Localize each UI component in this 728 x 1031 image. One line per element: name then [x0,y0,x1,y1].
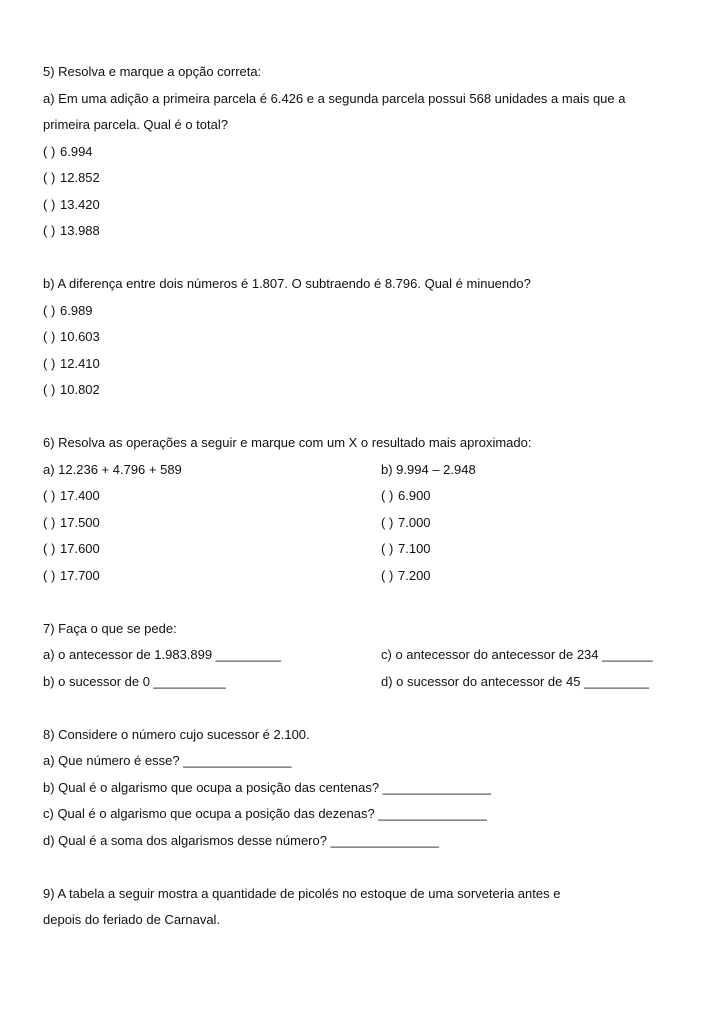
q9-text-line1: 9) A tabela a seguir mostra a quantidade de picolés no estoque de uma sorveteria antes e [43,885,561,901]
q8a-text: a) Que número é esse? _______________ [43,753,292,768]
option-value: 13.420 [60,196,100,212]
q6b-text: b) 9.994 – 2.948 [381,461,476,477]
option-value: 6.900 [398,488,431,503]
q9-text-line2: depois do feriado de Carnaval. [43,912,221,927]
q6-options-row-4 [43,563,683,590]
q6-title: 6) Resolva as operações a seguir e marque com um X o resultado mais aproximado: [43,435,532,450]
q6a-option-4[interactable] [43,563,381,590]
q5a-option-2[interactable] [43,165,683,192]
option-value: 17.500 [60,514,100,530]
option-checkbox[interactable]: ( ) [43,329,56,344]
q8d-text: d) Qual é a soma dos algarismos desse número? _______________ [43,832,440,848]
q5-title: 5) Resolva e marque a opção correta: [43,64,262,79]
q5a-option-3[interactable] [43,192,683,219]
q6a-option-2[interactable] [43,510,381,537]
q5b-text: b) A diferença entre dois números é 1.807. O subtraendo é 8.796. Qual é minuendo? [43,276,531,291]
q7-row-2 [43,669,683,696]
q5a-text-line2: primeira parcela. Qual é o total? [43,117,228,132]
q7d-text: d) o sucessor do antecessor de 45 _________ [381,673,650,689]
spacer [43,245,683,272]
option-value: 10.603 [60,329,100,344]
q5b-option-3[interactable] [43,351,683,378]
spacer [43,854,683,881]
option-checkbox[interactable]: ( ) [381,488,394,503]
option-value: 7.200 [398,567,431,583]
q5b-option-1[interactable] [43,298,683,325]
q5a-option-4[interactable] [43,218,683,245]
option-checkbox[interactable]: ( ) [43,302,56,318]
option-value: 10.802 [60,382,100,397]
option-value: 13.988 [60,223,100,238]
option-checkbox[interactable]: ( ) [43,143,56,159]
option-value: 7.100 [398,541,431,556]
q6b-option-3[interactable] [381,536,683,563]
q7-row-1 [43,642,683,669]
q6b-option-2[interactable] [381,510,683,537]
option-value: 7.000 [398,514,431,530]
q5a-text-line1: a) Em uma adição a primeira parcela é 6.426 e a segunda parcela possui 568 unidades a mais que a [43,90,626,106]
spacer [43,404,683,431]
q7b-text: b) o sucessor de 0 __________ [43,673,226,689]
option-value: 17.700 [60,567,100,583]
spacer [43,695,683,722]
q7-title: 7) Faça o que se pede: [43,620,177,636]
spacer [43,589,683,616]
q6a-text: a) 12.236 + 4.796 + 589 [43,461,182,477]
option-checkbox[interactable]: ( ) [43,488,56,503]
q6a-option-1[interactable] [43,483,381,510]
option-checkbox[interactable]: ( ) [43,355,56,371]
option-value: 6.989 [60,302,93,318]
q5a-option-1[interactable] [43,139,683,166]
option-checkbox[interactable]: ( ) [381,567,394,583]
option-checkbox[interactable]: ( ) [43,170,56,185]
option-checkbox[interactable]: ( ) [43,223,56,238]
q6b-option-4[interactable] [381,563,683,590]
option-value: 17.600 [60,541,100,556]
option-checkbox[interactable]: ( ) [43,541,56,556]
q6-options-row-2 [43,510,683,537]
option-checkbox[interactable]: ( ) [43,382,56,397]
q6-options-row-3 [43,536,683,563]
q6b-option-1[interactable] [381,483,683,510]
option-checkbox[interactable]: ( ) [43,514,56,530]
q8-title: 8) Considere o número cujo sucessor é 2.100. [43,726,310,742]
option-value: 17.400 [60,488,100,503]
q6-options-row-1 [43,483,683,510]
option-checkbox[interactable]: ( ) [381,541,394,556]
option-checkbox[interactable]: ( ) [43,567,56,583]
q7a-text: a) o antecessor de 1.983.899 _________ [43,647,281,662]
option-checkbox[interactable]: ( ) [43,196,56,212]
option-value: 6.994 [60,143,93,159]
q8c-text: c) Qual é o algarismo que ocupa a posição das dezenas? _______________ [43,806,487,821]
option-checkbox[interactable]: ( ) [381,514,394,530]
option-value: 12.852 [60,170,100,185]
q6-headers [43,457,683,484]
q6a-option-3[interactable] [43,536,381,563]
q7c-text: c) o antecessor do antecessor de 234 _______ [381,647,653,662]
q5b-option-2[interactable] [43,324,683,351]
q5b-option-4[interactable] [43,377,683,404]
option-value: 12.410 [60,355,100,371]
worksheet-page [43,59,683,934]
q8b-text: b) Qual é o algarismo que ocupa a posição das centenas? _______________ [43,779,492,795]
